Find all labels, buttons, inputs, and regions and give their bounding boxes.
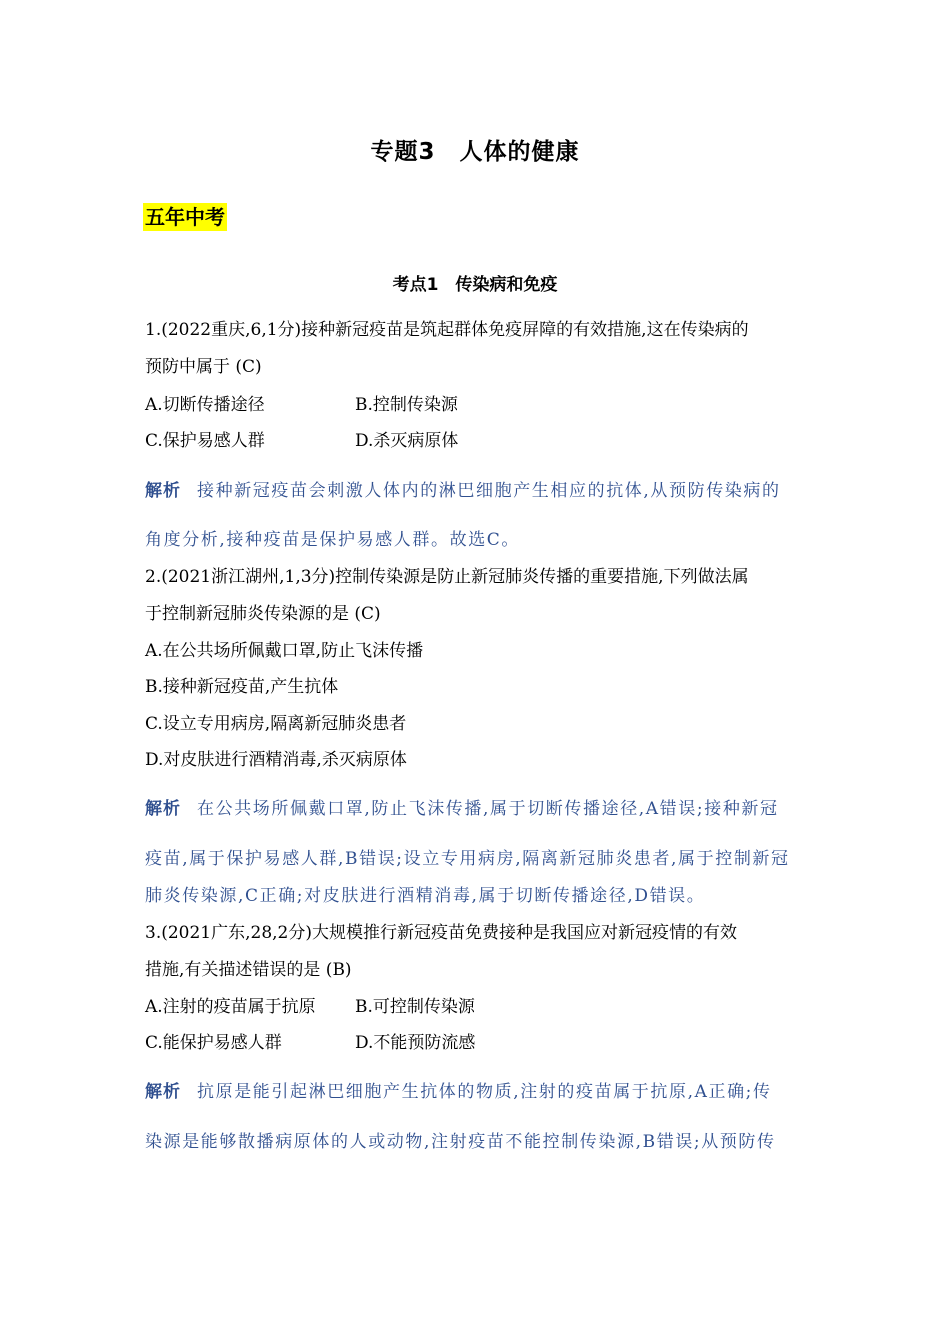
- question-3-option-c: C.能保护易感人群: [145, 1033, 282, 1053]
- question-2-option-a: A.在公共场所佩戴口罩,防止飞沫传播: [145, 641, 424, 661]
- question-1-stem-line-2: 预防中属于 (C): [145, 357, 262, 377]
- subsection-heading: 考点1 传染病和免疫: [392, 275, 558, 295]
- question-2-option-b: B.接种新冠疫苗,产生抗体: [145, 677, 339, 697]
- question-3-analysis-line-2: 染源是能够散播病原体的人或动物,注射疫苗不能控制传染源,B错误;从预防传: [145, 1132, 776, 1152]
- question-3-stem-line-1: 3.(2021广东,28,2分)大规模推行新冠疫苗免费接种是我国应对新冠疫情的有效: [145, 923, 738, 943]
- question-1-analysis-line-1: [145, 480, 781, 502]
- question-2-stem-line-1: 2.(2021浙江湖州,1,3分)控制传染源是防止新冠肺炎传播的重要措施,下列做法属: [145, 567, 749, 587]
- question-2-analysis-line-3: 肺炎传染源,C正确;对皮肤进行酒精消毒,属于切断传播途径,D错误。: [145, 886, 706, 906]
- question-3-stem-line-2: 措施,有关描述错误的是 (B): [145, 960, 352, 980]
- analysis-label: 解析: [145, 481, 181, 501]
- question-1-stem-line-1: 1.(2022重庆,6,1分)接种新冠疫苗是筑起群体免疫屏障的有效措施,这在传染病的: [145, 320, 749, 340]
- question-2-analysis-line-1: [145, 798, 779, 820]
- question-2-option-d: D.对皮肤进行酒精消毒,杀灭病原体: [145, 750, 407, 770]
- question-1-option-d: D.杀灭病原体: [355, 431, 459, 451]
- analysis-text: 在公共场所佩戴口罩,防止飞沫传播,属于切断传播途径,A错误;接种新冠: [197, 799, 779, 819]
- question-2-option-c: C.设立专用病房,隔离新冠肺炎患者: [145, 714, 407, 734]
- analysis-label: 解析: [145, 1082, 181, 1102]
- analysis-text: 抗原是能引起淋巴细胞产生抗体的物质,注射的疫苗属于抗原,A正确;传: [197, 1082, 772, 1102]
- question-1-option-c: C.保护易感人群: [145, 431, 265, 451]
- question-3-option-a: A.注射的疫苗属于抗原: [145, 997, 316, 1017]
- question-1-option-b: B.控制传染源: [355, 395, 458, 415]
- question-3-analysis-line-1: [145, 1081, 772, 1103]
- question-2-stem-line-2: 于控制新冠肺炎传染源的是 (C): [145, 604, 381, 624]
- page-title: 专题3 人体的健康: [370, 139, 580, 165]
- analysis-text: 接种新冠疫苗会刺激人体内的淋巴细胞产生相应的抗体,从预防传染病的: [197, 481, 781, 501]
- question-3-option-b: B.可控制传染源: [355, 997, 475, 1017]
- question-3-option-d: D.不能预防流感: [355, 1033, 476, 1053]
- question-2-analysis-line-2: 疫苗,属于保护易感人群,B错误;设立专用病房,隔离新冠肺炎患者,属于控制新冠: [145, 849, 790, 869]
- analysis-label: 解析: [145, 799, 181, 819]
- section-tag: 五年中考: [145, 205, 225, 229]
- question-1-analysis-line-2: 角度分析,接种疫苗是保护易感人群。故选C。: [145, 530, 521, 550]
- question-1-option-a: A.切断传播途径: [145, 395, 265, 415]
